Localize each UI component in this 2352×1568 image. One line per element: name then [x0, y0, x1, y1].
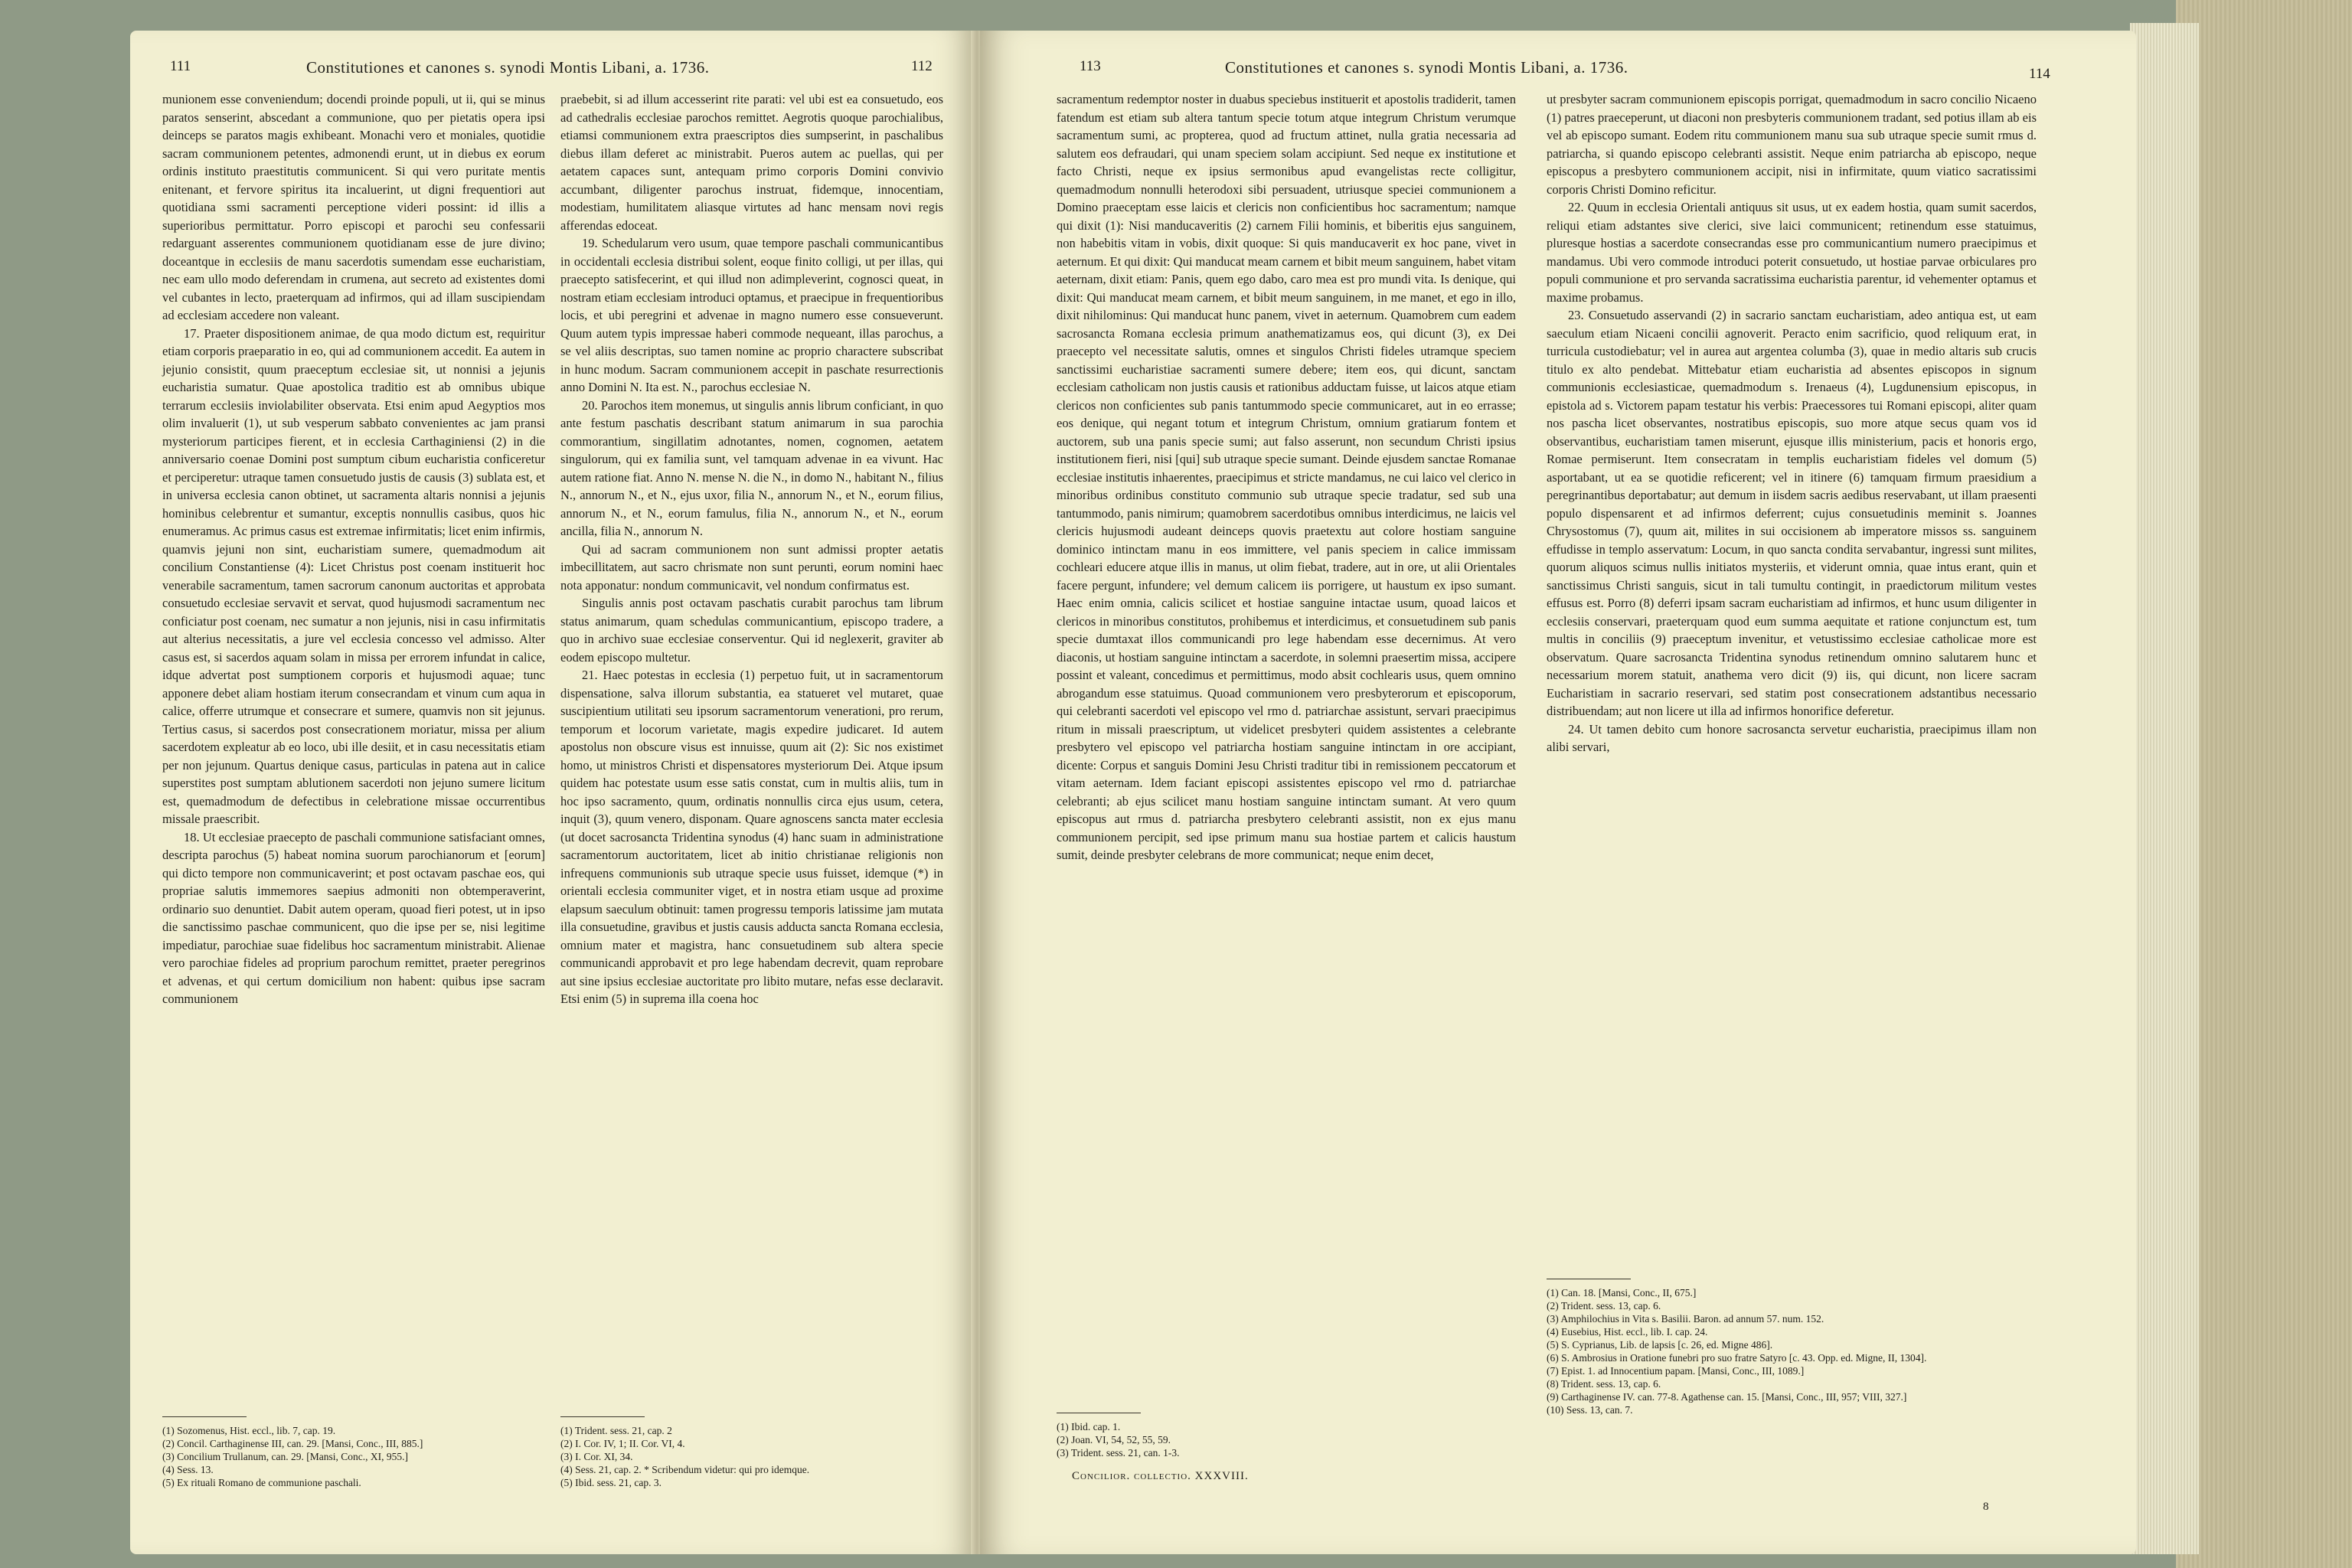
paragraph: 19. Schedularum vero usum, quae tempore paschali communicantibus in occidentali ecclesia distribui solent, eoque finito colligi, ut per illas, qui praecepto satisfecerint, et qui illud non adimpleverint, cognosci queat, in nostram etiam ecclesiam introduci optamus, et praecipue in frequentioribus locis, et ubi peregrini et advenae in magno numero esse consueverunt. Quum autem typis impressae haberi commode nequeant, illas parochus, a se vel aliis descriptas, suo tamen nomine ac proprio charactere subscribat in hunc modum. Sacram communionem accepit in paschate resurrectionis anno Domini N. Ita est. N., parochus ecclesiae N.: [560, 236, 943, 394]
column-4: [1547, 90, 2037, 756]
sheet-number: 8: [1983, 1501, 1989, 1513]
footnote: (10) Sess. 13, can. 7.: [1547, 1404, 1633, 1416]
running-title-left: Constitutiones et canones s. synodi Montis Libani, a. 1736.: [306, 58, 710, 77]
column-2: [560, 90, 943, 1008]
left-page: [130, 31, 972, 1554]
running-title-right: Constitutiones et canones s. synodi Montis Libani, a. 1736.: [1225, 58, 1628, 77]
book-cover-cloth: [2176, 0, 2352, 1568]
footnote: (6) S. Ambrosius in Oratione funebri pro suo fratre Satyro [c. 43. Opp. ed. Migne, II, 1304].: [1547, 1352, 1927, 1364]
footnote: (2) Joan. VI, 54, 52, 55, 59.: [1057, 1434, 1171, 1446]
paragraph: 20. Parochos item monemus, ut singulis annis librum conficiant, in quo ante festum paschatis describant statum animarum in sua parochia commorantium, singillatim adnotantes, nomen, cognomen, aetatem singulorum, qui ex familia sunt, vel tamquam advenae in ea vivunt. Hac autem ratione fiat. Anno N. mense N. die N., in domo N., habitant N., filius N., annorum N., et N., ejus uxor, filia N., annorum N., et N., eorum filius, annorum N., et N., eorum famulus, filia N., annorum N., et N., eorum ancilla, filia N., annorum N.: [560, 397, 943, 538]
footnote: (5) Ex rituali Romano de communione paschali.: [162, 1477, 361, 1488]
footnote: (4) Eusebius, Hist. eccl., lib. I. cap. 24.: [1547, 1326, 1708, 1338]
footnote: (1) Ibid. cap. 1.: [1057, 1421, 1121, 1432]
paragraph: Qui ad sacram communionem non sunt admissi propter aetatis imbecillitatem, aut sacro chrismate non sunt perunti, eorum nomini haec nota apponatur: nondum communicavit, vel nondum confirmatus est.: [560, 541, 943, 593]
footnote: (1) Trident. sess. 21, cap. 2: [560, 1425, 672, 1436]
column-3: [1057, 90, 1516, 864]
paragraph: munionem esse conveniendum; docendi proinde populi, ut ii, qui se minus paratos senserint, abscedant a communione, quo per pietatis opera ipsi deinceps se paratos magis exhibeant. Monachi vero et moniales, quotidie sacram communionem petentes, admonendi erunt, ut in diebus ex eorum ordinis instituto praestitutis communicent. Si qui vero puritate mentis enitenant, et fervore spiritus ita incaluerint, ut digni frequentiori aut quotidiana ssmi sacramenti perceptione videri possint: id illis a superioribus permittatur. Porro episcopi et parochi seu confessarii redarguant asserentes communionem quotidianam esse de jure divino; doceantque in ecclesiis de manu sacerdotis sumendam esse eucharistiam, nec eam ullo modo deferendam in crumena, aut secreto ad existentes domi vel cubantes in lecto, praeterquam ad infirmos, qui ad illam suscipiendam ad ecclesiam accedere non valeant.: [162, 92, 545, 322]
right-page-header: [980, 58, 2136, 81]
footnote: (1) Can. 18. [Mansi, Conc., II, 675.]: [1547, 1287, 1697, 1298]
paragraph: 23. Consuetudo asservandi (2) in sacrario sanctam eucharistiam, adeo antiqua est, ut eam saeculum etiam Nicaeni concilii agnoverit. Peracto enim sacrificio, quod reliquum erat, in turricula custodiebatur; vel in aurea aut argentea columba (3), quae in medio altaris sub crucis titulo ex alto pendebat. Mittebatur etiam eucharistia ad absentes episcopos in signum communionis ecclesiasticae, quemadmodum s. Irenaeus (4), Lugdunensium episcopus, in epistola ad s. Victorem papam testatur his verbis: Praecessores tui Romani episcopi, aliter quam nos pascha licet observantes, nostratibus episcopis, suo more atque secus quam vos id observantibus, eucharistiam tamen miserunt, ejusque illis ministerium, pacis et honoris ergo, Romae permiserunt. Item consecratam in templis eucharistiam fideles vel domum (5) asportabant, ut ea se quotidie reficerent; vel in itinere (6) tamquam firmum praesidium a peregrinantibus deportabatur; aut demum in iisdem sacris aedibus reservabant, ut illam praesenti populo dispensarent et ad infirmos deferrent; cujus consuetudinis meminit s. Joannes Chrysostomus (7), quum ait, milites in sui occisionem ab imperatore missos ss. sanguinem effudisse in templo asservatum: Locum, in quo sancta condita servabantur, ingressi sunt milites, quorum aliquos scimus nullis initiatos mysteriis, et viderunt omnia, quae intus erant, quin et sanctissimus Christi sanguis, sicut in tali tumultu contingit, in praedictorum militum vestes effusus est. Porro (8) deferri ipsam sacram eucharistiam ad infirmos, et hunc usum diligenter in ecclesiis conservari, praeterquam quod eum summa aequitate et ratione conjunctum est, tum multis in conciliis (9) praeceptum invenitur, et vetustissimo ecclesiae catholicae more est observatum. Quare sacrosancta Tridentina synodus retinendum omnino salutarem hunc et necessarium morem statuit, anathema vero dicit (9) iis, qui dicunt, non licere sacram Eucharistiam in sacrario reservari, sed statim post consecrationem adstantibus necessario distribuendam; aut non licere ut illa ad infirmos honorifice deferetur.: [1547, 308, 2037, 718]
footnote: (3) Concilium Trullanum, can. 29. [Mansi, Conc., XI, 955.]: [162, 1451, 408, 1462]
footnote: (4) Sess. 21, cap. 2. * Scribendum videtur: qui pro idemque.: [560, 1464, 810, 1475]
paragraph: 21. Haec potestas in ecclesia (1) perpetuo fuit, ut in sacramentorum dispensatione, salva illorum substantia, ea statueret vel mutaret, quae suscipientium utilitati seu ipsorum sacramentorum venerationi, pro rerum, temporum et locorum varietate, magis expedire judicaret. Id autem apostolus non obscure visus est innuisse, quum ait (2): Sic nos existimet homo, ut ministros Christi et dispensatores mysteriorum Dei. Atque ipsum quidem hac potestate usum esse satis constat, cum in multis aliis, tum in hoc ipso sacramento, quum, ordinatis nonnullis circa ejus usum, cetera, inquit (3), quum venero, disponam. Quare agnoscens sancta mater ecclesia (ut docet sacrosancta Tridentina synodus (4) hanc suam in administratione sacramentorum auctoritatem, licet ab initio christianae religionis non infrequens communionis sub utraque specie usus fuisset, idemque (*) in orientali ecclesia communiter viget, et in nostra etiam usque ad proxime elapsum saeculum obtinuit: tamen progressu temporis latissime jam mutata illa consuetudine, gravibus et justis causis adducta sancta Romana ecclesia, omnium mater et magistra, hanc consuetudinem sub altera specie communicandi approbavit et pro lege habendam decrevit, quam reprobare aut sine ipsius ecclesiae auctoritate pro libito mutare, nefas esse declaravit. Etsi enim (5) in suprema illa coena hoc: [560, 668, 943, 1006]
page-number-111: 111: [170, 58, 191, 74]
right-page: [980, 31, 2136, 1554]
footnotes-column-2: [560, 1424, 943, 1489]
page-number-114: 114: [2029, 66, 2050, 82]
footnote: (9) Carthaginense IV. can. 77-8. Agathense can. 15. [Mansi, Conc., III, 957; VIII, 327.]: [1547, 1391, 1907, 1403]
paragraph: sacramentum redemptor noster in duabus speciebus instituerit et apostolis tradiderit, tamen fatendum est etiam sub altera tantum specie totum atque integrum Christum verumque sacramentum sumi, ac propterea, quod ad fructum attinet, nulla gratia necessaria ad salutem eos defraudari, qui unam speciem solam accipiunt. Sed neque ex institutione et facto Christi, neque ex ipsius sermonibus apud evangelistas recte colligitur, quemadmodum nonnulli heterodoxi sibi persuadent, utriusque speciei communionem a Domino praeceptam esse laicis et clericis non conficientibus hoc sacramentum; namque qui dixit (1): Nisi manducaveritis (2) carnem Filii hominis, et biberitis ejus sanguinem, non habebitis vitam in vobis, dixit quoque: Si quis manducaverit ex hoc pane, vivet in aeternum. Et qui dixit: Qui manducat meam carnem et bibit meum sanguinem, habet vitam aeternam, dixit etiam: Panis, quem ego dabo, caro mea est pro mundi vita. Is denique, qui dixit: Qui manducat meam carnem, et bibit meum sanguinem, in me manet, et ego in illo, dixit nihilominus: Qui manducat hunc panem, vivet in aeternum. Quamobrem cum eadem sacrosancta Romana ecclesia primum anathematizamus eos, qui dicunt (3), ex Dei praecepto vel necessitate salutis, omnes et singulos Christi fideles utramque speciem sanctissimi eucharistiae sacramenti sumere debere; item eos, qui dicunt, sanctam ecclesiam catholicam non justis causis et rationibus adductam fuisse, ut laicos atque etiam clericos non conficientes sub panis tantummodo specie communicaret, aut in eo errasse; eos denique, qui negant totum et integrum Christum, omnium gratiarum fontem et auctorem, sub una panis specie sumi; aut falso asserunt, non secundum Christi ipsius institutionem fieri, nisi [qui] sub utraque specie sumant. Deinde ejusdem sanctae Romanae ecclesiae institutis inhaerentes, praecipimus et stricte mandamus, ne cui laico vel clerico in minoribus ordinibus constituto communio sub utraque specie tradatur, sed sub una tantummodo, panis nimirum; quamobrem sacerdotibus omnibus interdicimus, ne laicis vel clericis hujusmodi audeant deinceps quovis praetextu aut colore hostiam sanguine dominico intinctam manu in eos immittere, vel panis speciem in calice immissam cochleari educere atque illis in manus, ut olim fiebat, tradere, aut in ore, ut alii Orientales facere pergunt, infundere; vel demum calicem iis porrigere, ut haustum ex ipso sumant. Haec enim omnia, calicis scilicet et hostiae sanguine intactae usum, quoad laicos et clericos in minoribus constitutos, prohibemus et interdicimus, et consuetudinem sub panis specie dumtaxat illos communicandi pro lege habendam esse decernimus. At vero diaconis, ut hostiam sanguine intinctam a sacerdote, in solemni praesertim missa, accipere possint et valeant, concedimus et permittimus, modo absit cochlearis usus, quem omnino abrogandum esse statuimus. Quoad communionem vero presbyterorum et episcoporum, qui celebranti sacerdoti vel episcopo vel rmo d. patriarchae assistunt, servari praecipimus ritum in missali praescriptum, ut videlicet presbyteri quidem assistentes a celebrante presbytero vel episcopo vel patriarcha hostiam sanguine intinctam in ore accipiant, dicente: Corpus et sanguis Domini Jesu Christi traditur tibi in remissionem peccatorum et vitam aeternam. Idem faciant episcopi assistentes episcopo vel rmo d. patriarchae celebranti; ab ejus scilicet manu hostiam sanguine intinctam sumant. At vero quum episcopus aut rmus d. patriarcha presbytero celebranti assistit, non ex ejus manu communionem percipit, sed ipse primum manu sua hostiae partem et calicis haustum sumit, deinde presbyter celebrans de more communicat; neque enim decet,: [1057, 92, 1516, 862]
footnotes-column-4: [1547, 1286, 2037, 1416]
page-block-edges: [2130, 23, 2199, 1554]
footnote: (1) Sozomenus, Hist. eccl., lib. 7, cap. 19.: [162, 1425, 336, 1436]
signature-mark: Concilior. collectio. XXXVIII.: [1072, 1470, 1249, 1482]
page-number-112: 112: [911, 58, 933, 74]
footnote: (4) Sess. 13.: [162, 1464, 214, 1475]
footnotes-column-3: [1057, 1420, 1516, 1459]
footnote: (3) Trident. sess. 21, can. 1-3.: [1057, 1447, 1180, 1459]
footnote: (2) Trident. sess. 13, cap. 6.: [1547, 1300, 1661, 1312]
footnote: (5) S. Cyprianus, Lib. de lapsis [c. 26, ed. Migne 486].: [1547, 1339, 1773, 1351]
footnote: (7) Epist. 1. ad Innocentium papam. [Mansi, Conc., III, 1089.]: [1547, 1365, 1805, 1377]
column-1: [162, 90, 545, 1008]
page-number-113: 113: [1080, 58, 1101, 74]
paragraph: 18. Ut ecclesiae praecepto de paschali communione satisfaciant omnes, descripta parochus (5) habeat nomina suorum parochianorum et [eorum] qui dicto tempore non communicaverint; et post octavam paschae eos, qui propriae salutis immemores saepius admoniti non obtemperaverint, ordinario suo denuntiet. Dabit autem operam, quoad fieri potest, ut in ipso die sanctissimo paschae communicent, quo die ipse per se, nisi legitime impediatur, parochiae suae fidelibus hoc sacramentum ministrabit. Alienae vero parochiae fideles ad proprium parochum remittet, praeter peregrinos et advenas, et qui certum domicilium non habent: quibus ipse sacram communionem: [162, 829, 545, 1006]
footnotes-column-1: [162, 1424, 545, 1489]
paragraph: praebebit, si ad illum accesserint rite parati: vel ubi est ea consuetudo, eos ad cathedralis ecclesiae parochos remittet. Aegrotis quoque parochialibus, etiamsi communionem extra praescriptos dies sumpserint, in paschalibus diebus illam deferet ac ministrabit. Pueros autem ac puellas, qui per aetatem capaces sunt, antequam primo corporis Domini convivio accumbant, diligenter parochus instruat, fidemque, innocentiam, modestiam, humilitatem aliasque virtutes ad hanc mensam novi regis afferendas edoceat.: [560, 92, 943, 233]
paragraph: 22. Quum in ecclesia Orientali antiquus sit usus, ut ex eadem hostia, quam sumit sacerdos, reliqui etiam adstantes sive clerici, sive laici communicent; retinendum esse statuimus, pluresque hostias a sacerdote consecrandas esse pro communicantium numero praecipimus et mandamus. Ubi vero commode introduci poterit consuetudo, ut hostiae parvae orbiculares pro populi communione et pro servanda sacratissima eucharistia parentur, id vehementer optamus et maxime probamus.: [1547, 200, 2037, 305]
paragraph: 17. Praeter dispositionem animae, de qua modo dictum est, requiritur etiam corporis praeparatio in eo, qui ad communionem accedit. Ea autem in jejunio consistit, quum praeceptum ecclesiae sit, ut nonnisi a jejunis eucharistia sumatur. Quae apostolica traditio est ab omnibus ubique terrarum ecclesiis inviolabiliter observata. Etsi enim apud Aegyptios mos olim invaluerit (1), ut sub vesperum sabbato convenientes ac jam pransi mysteriorum participes fierent, et in ecclesia Carthaginiensi (2) in die anniversario coenae Domini post sumptum cibum eucharistia conficeretur et perciperetur: utraque tamen consuetudo justis de causis (3) sublata est, et in universa ecclesia canon obtinet, ut sacramenta altaris nonnisi a jejunis hominibus celebrentur et sumantur, exceptis nonnullis casibus, quos hic enumeramus. Ac primus casus est extremae infirmitatis; licet enim infirmis, quamvis jejuni non sint, eucharistiam sumere, quemadmodum ait concilium Constantiense (4): Licet Christus post coenam instituerit hoc venerabile sacramentum, tamen sacrorum canonum auctoritas et approbata consuetudo ecclesiae servavit et servat, quod hujusmodi sacramentum nec conficiatur post coenam, nec sumatur a non jejunis, nisi in casu infirmitatis aut alterius necessitatis, a jure vel ecclesia concesso vel admisso. Alter casus est, si sacerdos aquam solam in missa per errorem infundat in calice, idque advertat post sumptionem corporis et hujusmodi aquae; tunc apponere debet aliam hostiam iterum consecrandam et vinum cum aqua in calice, offerre utrumque et consecrare et sumere, quamvis non sit jejunus. Tertius casus, si sacerdos post consecrationem moriatur, missa per alium sacerdotem expleatur ab eo loco, ubi ille desiit, et in casu necessitatis etiam per non jejunum. Quartus denique casus, particulas in patena aut in calice superstites post sumptam ablutionem sacerdoti non jejuno sumere licitum est, quemadmodum de defectibus in celebratione missae occurrentibus missale praescribit.: [162, 325, 545, 826]
footnote: (2) Concil. Carthaginense III, can. 29. [Mansi, Conc., III, 885.]: [162, 1438, 423, 1449]
left-page-header: [130, 58, 972, 81]
footnote: (3) I. Cor. XI, 34.: [560, 1451, 633, 1462]
footnote: (3) Amphilochius in Vita s. Basilii. Baron. ad annum 57. num. 152.: [1547, 1313, 1824, 1325]
footnote-rule: [560, 1416, 645, 1417]
footnote: (5) Ibid. sess. 21, cap. 3.: [560, 1477, 662, 1488]
footnote: (2) I. Cor. IV, 1; II. Cor. VI, 4.: [560, 1438, 685, 1449]
paragraph: Singulis annis post octavam paschatis curabit parochus tam librum status animarum, quam schedulas communicantium, episcopo tradere, a quo in archivo suae ecclesiae conserventur. Qui id neglexerit, graviter ab eodem episcopo multetur.: [560, 596, 943, 665]
footnote-rule: [162, 1416, 247, 1417]
paragraph: 24. Ut tamen debito cum honore sacrosancta servetur eucharistia, praecipimus illam non alibi servari,: [1547, 721, 2037, 754]
footnote: (8) Trident. sess. 13, cap. 6.: [1547, 1378, 1661, 1390]
paragraph: ut presbyter sacram communionem episcopis porrigat, quemadmodum in sacro concilio Nicaeno (1) patres praeceperunt, ut diaconi non presbyteris communionem tradant, sed potius illam ab eis vel ab episcopo sumant. Eodem ritu communionem manu sua sub utraque specie sumit rmus d. patriarcha, si quando episcopo celebranti assistit. Neque enim patriarcha ab episcopo, neque episcopus a presbytero communionem accipit, nisi in infirmitate, quum viatico sacratissimi corporis Christi Domino reficitur.: [1547, 92, 2037, 197]
